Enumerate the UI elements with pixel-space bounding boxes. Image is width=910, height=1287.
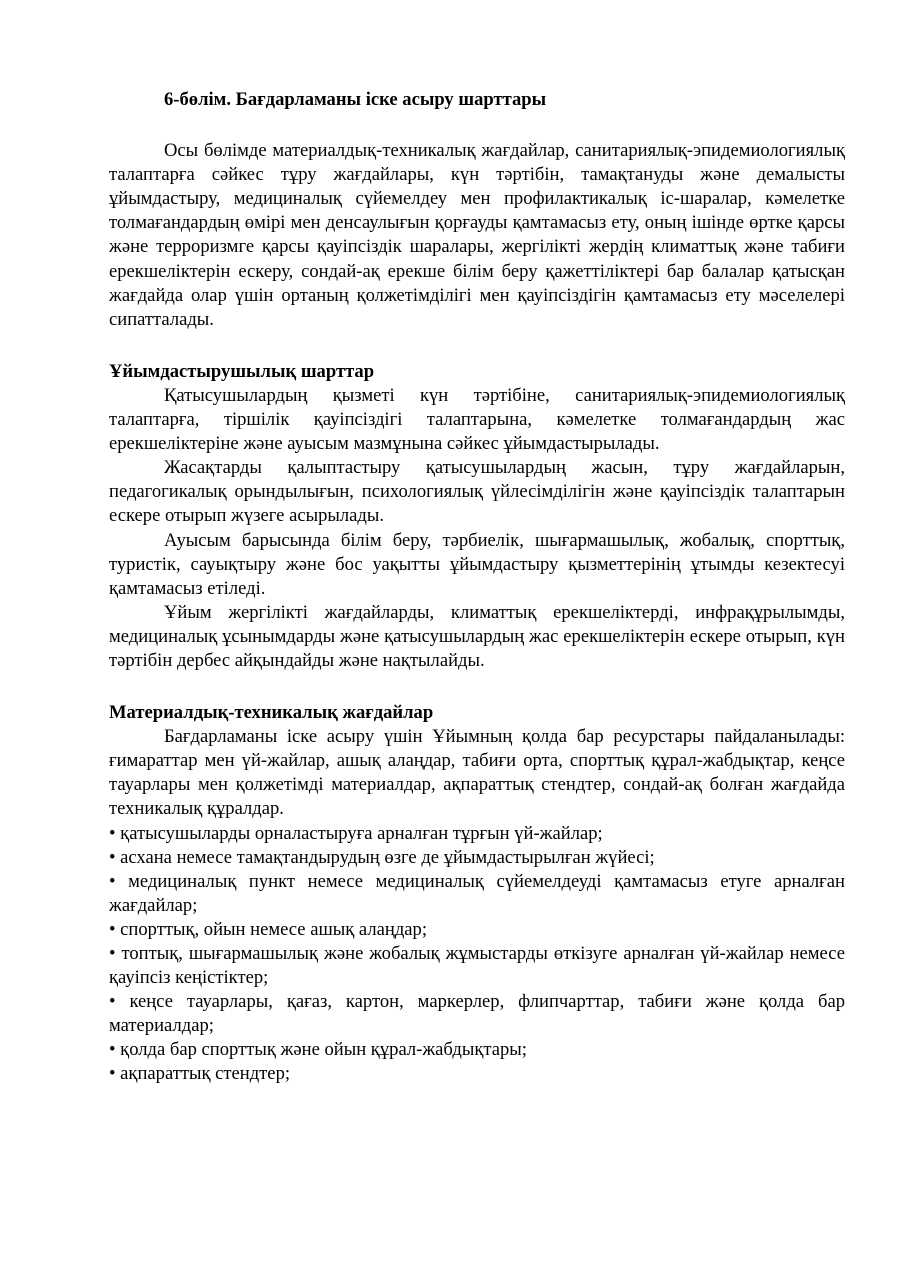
- org-paragraph-2: Жасақтарды қалыптастыру қатысушылардың жасын, тұру жағдайларын, педагогикалық орындылығын, психологиялық үйлесімділігін және қауіпсіздік талаптарын ескере отырып жүзеге асырылады.: [109, 457, 845, 527]
- list-item: • спорттық, ойын немесе ашық алаңдар;: [109, 918, 428, 940]
- list-item: • медициналық пункт немесе медициналық сүйемелдеуді қамтамасыз етуге арналған жағдайлар;: [109, 870, 845, 916]
- list-item: • ақпараттық стендтер;: [109, 1063, 291, 1085]
- intro-paragraph: Осы бөлімде материалдық-техникалық жағдайлар, санитариялық-эпидемиологиялық талаптарға сәйкес тұру жағдайлары, күн тәртібін, тамақтануды және демалысты ұйымдастыру, медициналық сүйемелдеу мен профилактикалық іс-шаралар, кәмелетке толмағандардың өмірі мен денсаулығын қорғауды қамтамасыз ету, оның ішінде өртке қарсы және терроризмге қарсы қауіпсіздік шаралары, жергілікті жердің климаттық және табиғи ерекшеліктерін ескеру, сондай-ақ ерекше білім беру қажеттіліктері бар балалар қатысқан жағдайда олар үшін ортаның қолжетімділігі мен қауіпсіздігін қамтамасыз ету мәселелері сипатталады.: [109, 140, 845, 330]
- org-paragraph-1: Қатысушылардың қызметі күн тәртібіне, санитариялық-эпидемиологиялық талаптарға, тіршілік қауіпсіздігі талаптарына, кәмелетке толмағандардың жас ерекшеліктеріне және ауысым мазмұнына сәйкес ұйымдастырылады.: [109, 384, 845, 455]
- list-item: • қолда бар спорттық және ойын құрал-жабдықтары;: [109, 1039, 527, 1061]
- list-item: • кеңсе тауарлары, қағаз, картон, маркерлер, флипчарттар, табиғи және қолда бар материалдар;: [109, 991, 845, 1037]
- material-conditions-heading: Материалдық-техникалық жағдайлар: [109, 702, 434, 724]
- list-item: • асхана немесе тамақтандырудың өзге де ұйымдастырылған жүйесі;: [109, 846, 655, 868]
- section-title: 6-бөлім. Бағдарламаны іске асыру шарттары: [164, 89, 547, 110]
- material-paragraph: Бағдарламаны іске асыру үшін Ұйымның қолда бар ресурстары пайдаланылады: ғимараттар мен үй-жайлар, ашық алаңдар, табиғи орта, спорттық құрал-жабдықтар, кеңсе тауарлары мен қолжетімді материалдар, ақпараттық стендтер, сондай-ақ болған жағдайда техникалық құралдар.: [109, 726, 845, 820]
- org-paragraph-4: Ұйым жергілікті жағдайларды, климаттық ерекшеліктерді, инфрақұрылымды, медициналық ұсынымдарды және қатысушылардың жас ерекшеліктерін ескере отырып, күн тәртібін дербес айқындайды және нақтылайды.: [109, 601, 845, 671]
- document-page: [109, 82, 845, 1087]
- resource-list: [109, 822, 845, 1087]
- list-item: • топтық, шығармашылық және жобалық жұмыстарды өткізуге арналған үй-жайлар немесе қауіпсіз кеңістіктер;: [109, 943, 845, 989]
- org-conditions-heading: Ұйымдастырушылық шарттар: [109, 360, 375, 382]
- org-paragraph-3: Ауысым барысында білім беру, тәрбиелік, шығармашылық, жобалық, спорттық, туристік, сауықтыру және бос уақытты ұйымдастыру қызметтерінің ұтымды кезектесуі қамтамасыз етіледі.: [109, 529, 845, 599]
- list-item: • қатысушыларды орналастыруға арналған тұрғын үй-жайлар;: [109, 822, 603, 844]
